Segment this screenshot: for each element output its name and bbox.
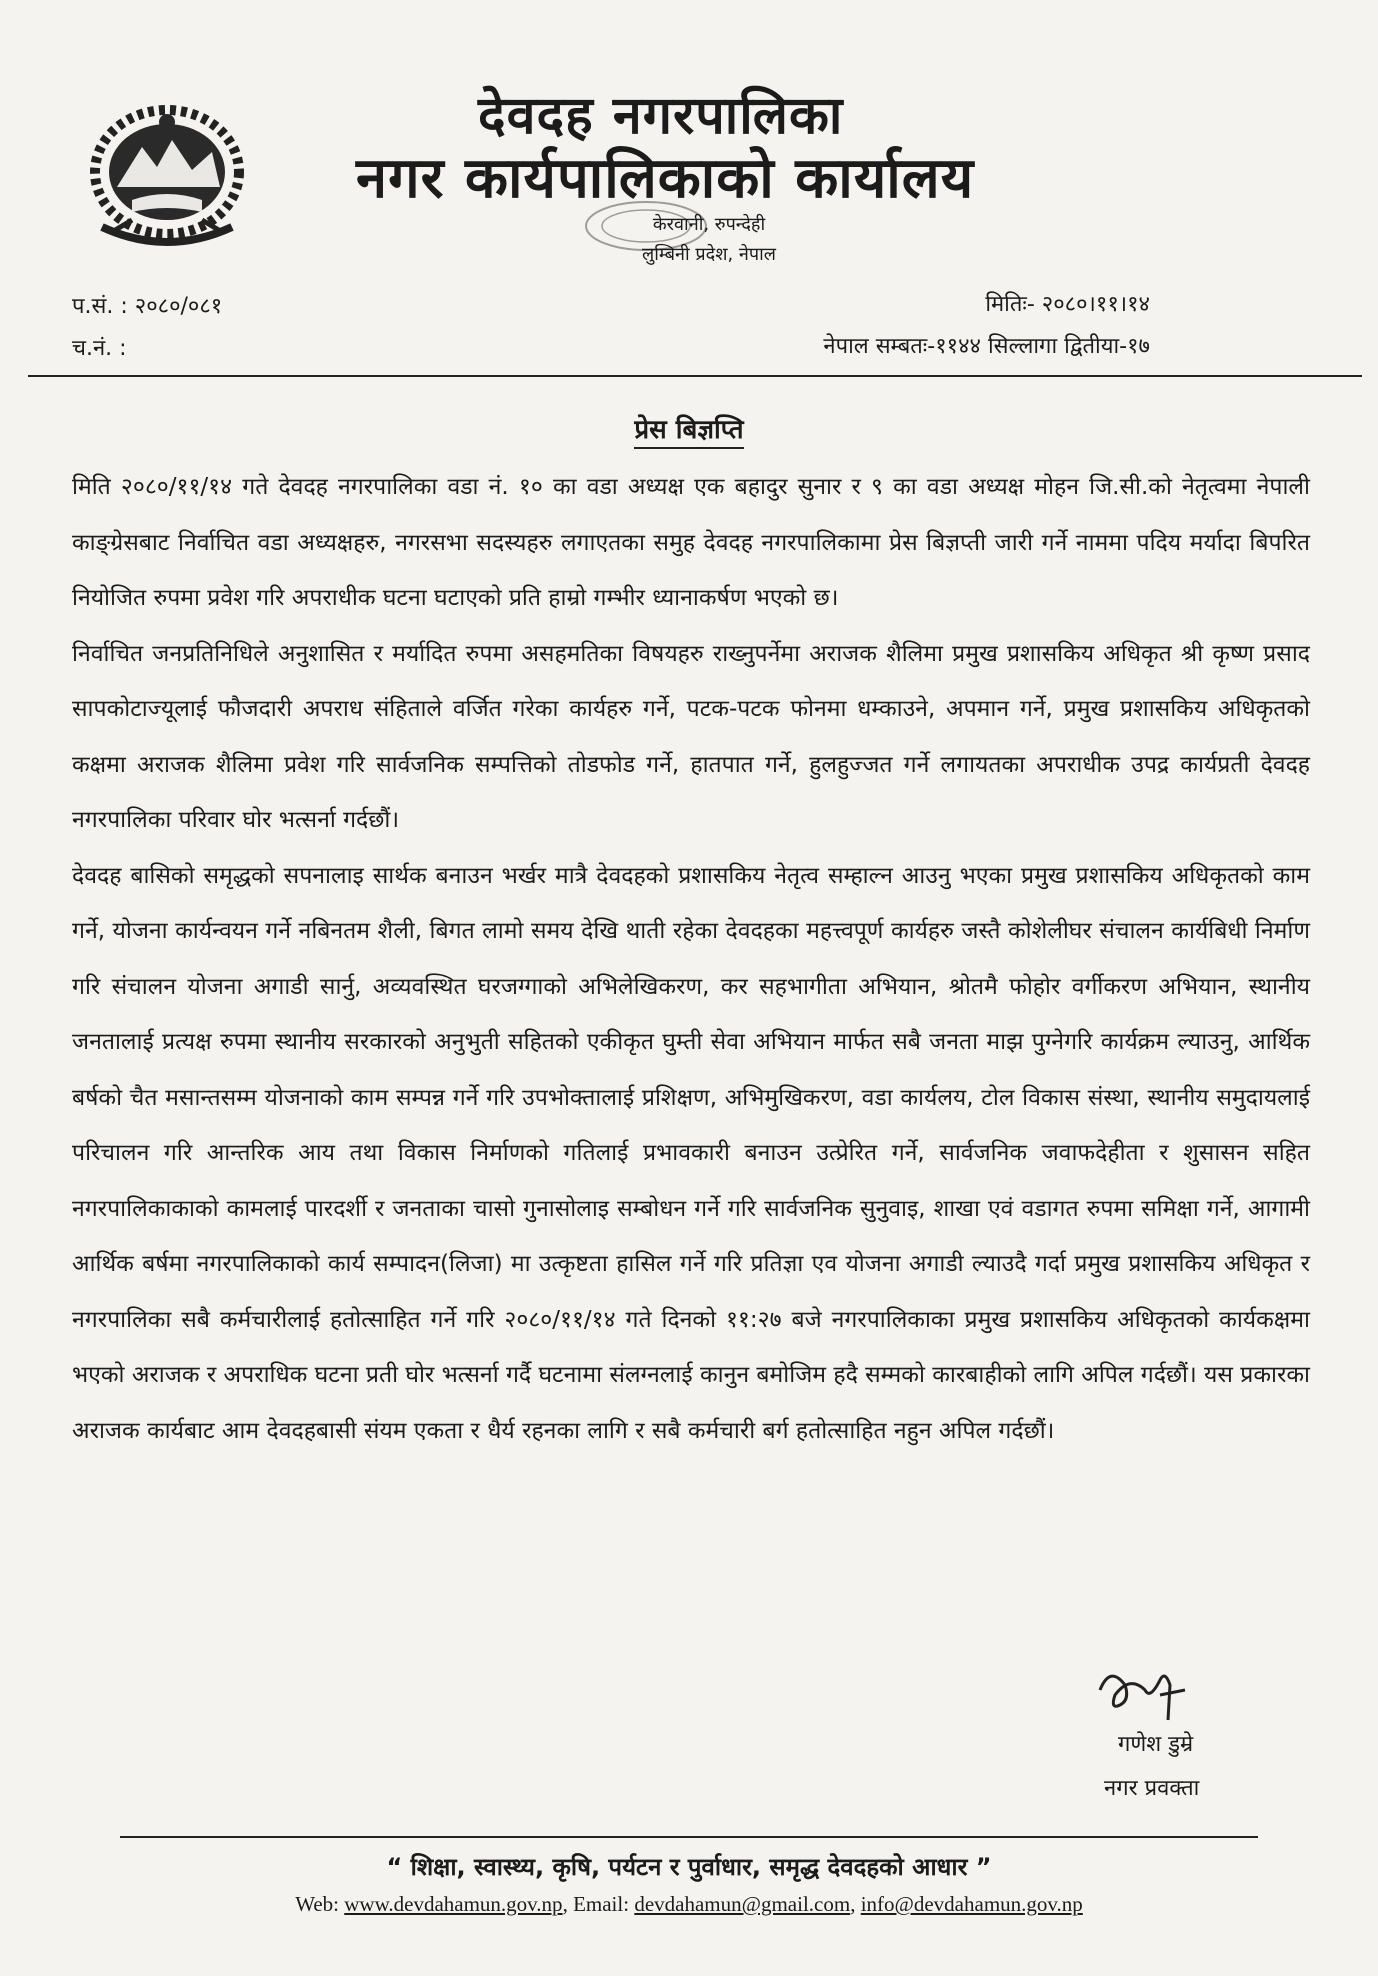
email-label: , Email: (562, 1892, 635, 1916)
email-link-info[interactable]: info@devdahamun.gov.np (860, 1892, 1083, 1916)
document-heading (0, 410, 1378, 446)
paragraph-2: निर्वाचित जनप्रतिनिधिले अनुशासित र मर्यादित रुपमा असहमतिका विषयहरु राख्नुपर्नेमा अराजक शैलिमा प्रमुख प्रशासकिय अधिकृत श्री कृष्ण प्रसाद सापकोटाज्यूलाई फौजदारी अपराध संहिताले वर्जित गरेका कार्यहरु गर्ने, पटक-पटक फोनमा धम्काउने, अपमान गर्ने, प्रमुख प्रशासकिय अधिकृतको कक्षमा अराजक शैलिमा प्रवेश गरि सार्वजनिक सम्पत्तिको तोडफोड गर्ने, हातपात गर्ने, हुलहुज्जत गर्ने लगायतका अपराधीक उपद्र कार्यप्रती देवदह नगरपालिका परिवार घोर भत्सर्ना गर्दछौं। (72, 640, 1310, 833)
paragraph-3: देवदह बासिको समृद्धको सपनालाइ सार्थक बनाउन भर्खर मात्रै देवदहको प्रशासकिय नेतृत्व सम्हाल्न आउनु भएका प्रमुख प्रशासकिय अधिकृतको काम गर्ने, योजना कार्यन्वयन गर्ने नबिनतम शैली, बिगत लामो समय देखि थाती रहेका देवदहका महत्त्वपूर्ण कार्यहरु जस्तै कोशेलीघर संचालन कार्यबिधी निर्माण गरि संचालन योजना अगाडी सार्नु, अव्यवस्थित घरजग्गाको अभिलेखिकरण, कर सहभागीता अभियान, श्रोतमै फोहोर वर्गीकरण अभियान, स्थानीय जनतालाई प्रत्यक्ष रुपमा स्थानीय सरकारको अनुभुती सहितको एकीकृत घुम्ती सेवा अभियान मार्फत सबै जनता माझ पुग्नेगरि कार्यक्रम ल्याउनु, आर्थिक बर्षको चैत मसान्तसम्म योजनाको काम सम्पन्न गर्ने गरि उपभोक्तालाई प्रशिक्षण, अभिमुखिकरण, वडा कार्यलय, टोल विकास संस्था, स्थानीय समुदायलाई परिचालन गरि आन्तरिक आय तथा विकास निर्माणको गतिलाई प्रभावकारी बनाउन उत्प्रेरित गर्ने, सार्वजनिक जवाफदेहीता र शुसासन सहित नगरपालिकाकाको कामलाई पारदर्शी र जनताका चासो गुनासोलाइ सम्बोधन गर्ने गरि सार्वजनिक सुनुवाइ, शाखा एवं वडागत रुपमा समिक्षा गर्ने, आगामी आर्थिक बर्षमा नगरपालिकाको कार्य सम्पादन(लिजा) मा उत्कृष्टता हासिल गर्ने गरि प्रतिज्ञा एव योजना अगाडी ल्याउदै गर्दा प्रमुख प्रशासकिय अधिकृत र नगरपालिका सबै कर्मचारीलाई हतोत्साहित गर्ने गरि २०८०/११/१४ गते दिनको ११:२७ बजे नगरपालिकाका प्रमुख प्रशासकिय अधिकृतको कार्यकक्षमा भएको अराजक र अपराधिक घटना प्रती घोर भत्सर्ना गर्दै घटनामा संलग्नलाई कानुन बमोजिम हदै सम्मको कारबाहीको लागि अपिल गर्दछौं। यस प्रकारका अराजक कार्यबाट आम देवदहबासी संयम एकता र धैर्य रहनका लागि र सबै कर्मचारी बर्ग हतोत्साहित नहुन अपिल गर्दछौं। (72, 862, 1310, 1444)
signatory-name: गणेश डुम्रे (1118, 1732, 1194, 1757)
signatory-title: नगर प्रवक्ता (1104, 1776, 1200, 1801)
email-link-primary[interactable]: devdahamun@gmail.com (634, 1892, 851, 1916)
footer-contacts (0, 1892, 1378, 1917)
municipality-name: देवदह नगरपालिका (478, 86, 844, 146)
date-bs: मितिः- २०८०।११।१४ (985, 292, 1150, 317)
signature-block (1090, 1660, 1290, 1810)
dispatch-number: च.नं. : (72, 336, 127, 361)
letter-reference-number: प.सं. : २०८०/०८१ (72, 294, 223, 319)
paragraph-1: मिति २०८०/११/१४ गते देवदह नगरपालिका वडा नं. १० का वडा अध्यक्ष एक बहादुर सुनार र ९ का वडा अध्यक्ष मोहन जि.सी.को नेतृत्वमा नेपाली काङ्ग्रेसबाट निर्वाचित वडा अध्यक्षहरु, नगरसभा सदस्यहरु लगाएतका समुह देवदह नगरपालिकामा प्रेस बिज्ञप्ती जारी गर्ने नाममा पदिय मर्यादा बिपरित नियोजित रुपमा प्रवेश गरि अपराधीक घटना घटाएको प्रति हाम्रो गम्भीर ध्यानाकर्षण भएको छ। (72, 474, 1310, 611)
heading-text: प्रेस बिज्ञप्ति (634, 415, 743, 449)
handwritten-signature-icon (1090, 1660, 1200, 1730)
web-label: Web: (295, 1892, 345, 1916)
footer-slogan: “ शिक्षा, स्वास्थ्य, कृषि, पर्यटन र पुर्वाधार, समृद्ध देवदहको आधार ” (386, 1853, 992, 1881)
date-nepal-sambat: नेपाल सम्बतः-११४४ सिल्लागा द्वितीया-१७ (823, 334, 1150, 359)
website-link[interactable]: www.devdahamun.gov.np (344, 1892, 563, 1916)
press-release-body (72, 460, 1310, 1459)
office-name: नगर कार्यपालिकाको कार्यालय (356, 146, 975, 211)
address-line-1: केरवानी, रुपन्देही (652, 214, 766, 235)
email-separator: , (850, 1892, 861, 1916)
address-line-2: लुम्बिनी प्रदेश, नेपाल (642, 244, 776, 265)
government-emblem-icon (72, 92, 262, 262)
header-divider (28, 375, 1362, 377)
footer-divider (120, 1836, 1258, 1838)
